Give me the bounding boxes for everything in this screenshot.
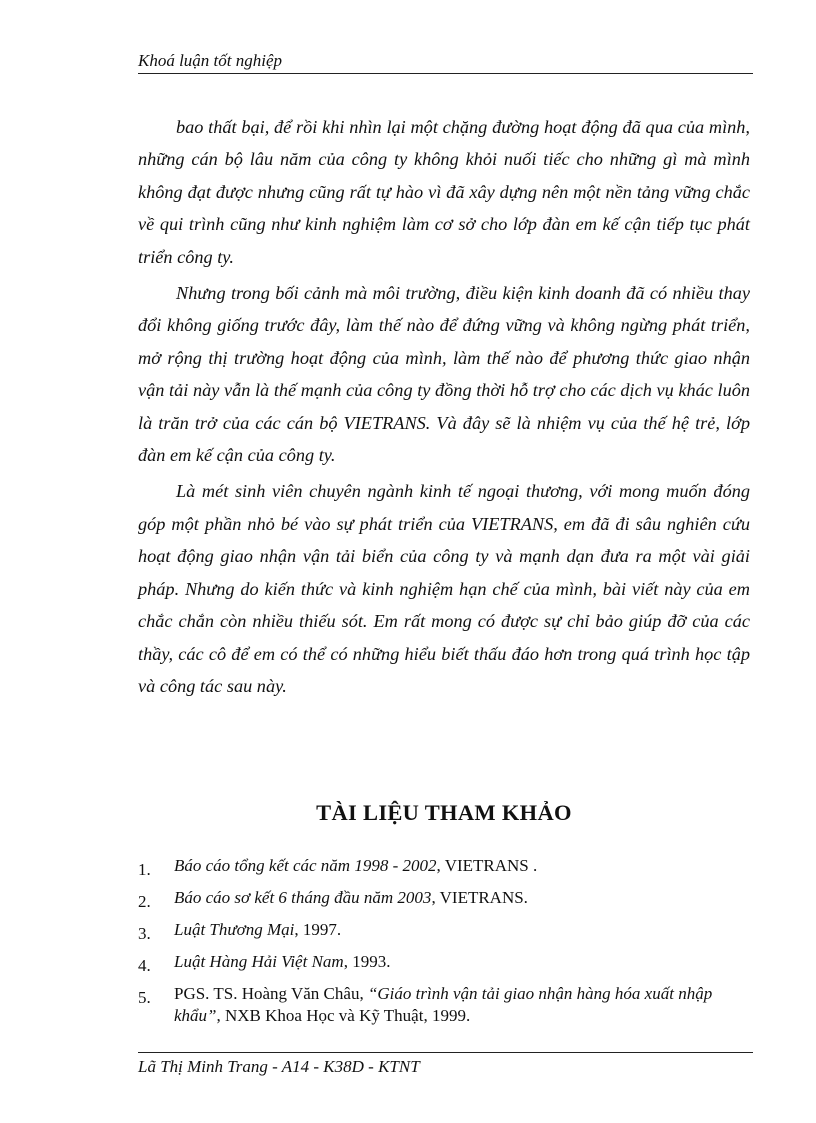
- paragraph: Nhưng trong bối cảnh mà môi trường, điều kiện kinh doanh đã có nhiều thay đổi không giống trước đây, làm thế nào để đứng vững và không ngừng phát triển, mở rộng thị trường hoạt động của mình, làm thế nào để phương thức giao nhận vận tải này vẫn là thế mạnh của công ty đồng thời hỗ trợ cho các dịch vụ khác luôn là trăn trở của các cán bộ VIETRANS. Và đây sẽ là nhiệm vụ của thế hệ trẻ, lớp đàn em kế cận của công ty.: [138, 283, 750, 466]
- reference-item: [138, 919, 750, 941]
- reference-item: [138, 855, 750, 877]
- reference-details: , 1993.: [343, 952, 391, 971]
- reference-title: Báo cáo tổng kết các năm 1998 - 2002: [174, 856, 437, 875]
- reference-title: Báo cáo sơ kết 6 tháng đầu năm 2003: [174, 888, 432, 907]
- footer-text: Lã Thị Minh Trang - A14 - K38D - KTNT: [138, 1057, 420, 1076]
- reference-title: Luật Hàng Hải Việt Nam: [174, 952, 344, 971]
- reference-details: , NXB Khoa Học và Kỹ Thuật, 1999.: [216, 1006, 471, 1025]
- body-text: [138, 111, 750, 706]
- reference-item: [138, 951, 750, 973]
- paragraph: Là mét sinh viên chuyên ngành kinh tế ngoại thương, với mong muốn đóng góp một phần nhỏ bé vào sự phát triển của VIETRANS, em đã đi sâu nghiên cứu hoạt động giao nhận vận tải biển của công ty và mạnh dạn đưa ra một vài giải pháp. Nhưng do kiến thức và kinh nghiệm hạn chế của mình, bài viết này của em chắc chắn còn nhiều thiếu sót. Em rất mong có được sự chỉ bảo giúp đỡ của các thầy, các cô để em có thể có những hiểu biết thấu đáo hơn trong quá trình học tập và công tác sau này.: [138, 481, 750, 696]
- reference-number: 1.: [138, 860, 151, 879]
- references-list: [138, 855, 750, 1027]
- reference-item: [138, 887, 750, 909]
- page-footer: [138, 1052, 753, 1077]
- reference-details: , VIETRANS .: [436, 856, 538, 875]
- references-heading: TÀI LIỆU THAM KHẢO: [316, 800, 572, 825]
- reference-number: 2.: [138, 892, 151, 911]
- reference-number: 5.: [138, 988, 151, 1007]
- reference-title: “Giáo trình vận tải giao nhận hàng hóa xuất nhập khẩu”: [174, 984, 713, 1025]
- paragraph: bao thất bại, để rồi khi nhìn lại một chặng đường hoạt động đã qua của mình, những cán bộ lâu năm của công ty không khỏi nuối tiếc cho những gì mà mình không đạt được nhưng cũng rất tự hào vì đã xây dựng nên một nền tảng vững chắc về qui trình cũng như kinh nghiệm làm cơ sở cho lớp đàn em kế cận tiếp tục phát triển công ty.: [138, 117, 750, 267]
- reference-item: [138, 983, 750, 1027]
- header-title: Khoá luận tốt nghiệp: [138, 51, 283, 70]
- reference-number: 4.: [138, 956, 151, 975]
- reference-author: PGS. TS. Hoàng Văn Châu,: [174, 984, 368, 1003]
- reference-details: , 1997.: [294, 920, 342, 939]
- reference-details: , VIETRANS.: [431, 888, 528, 907]
- reference-number: 3.: [138, 924, 151, 943]
- page-header: [138, 50, 753, 74]
- reference-title: Luật Thương Mại: [174, 920, 295, 939]
